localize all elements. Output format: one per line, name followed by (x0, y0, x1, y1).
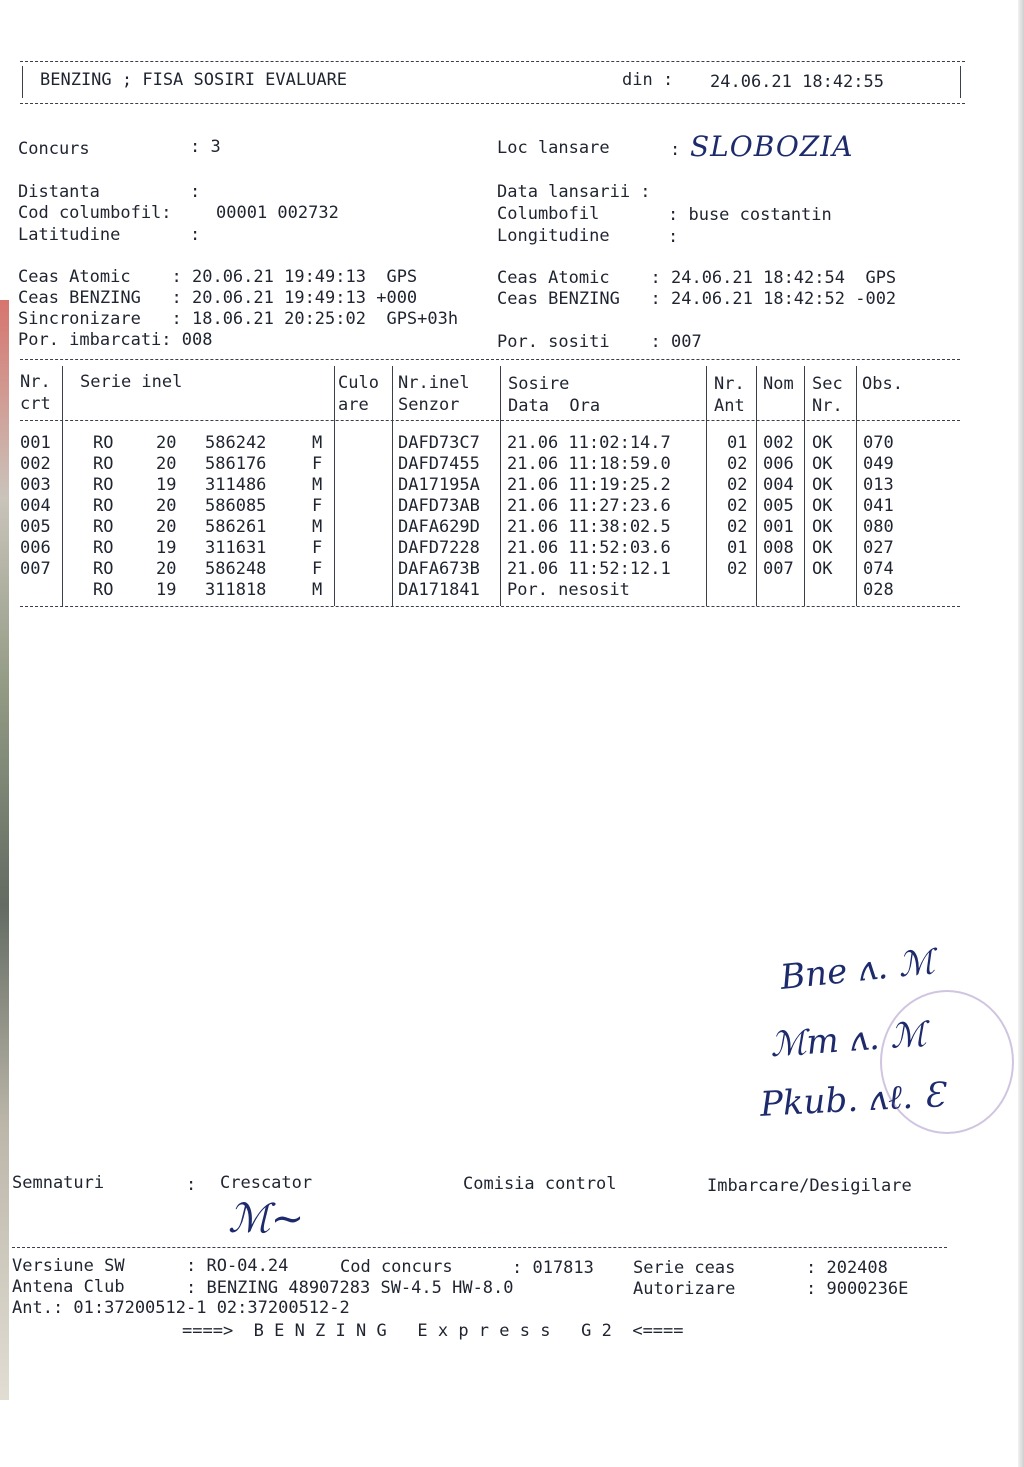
cell-nr: 006 (20, 538, 51, 558)
col-divider-sosire (706, 366, 707, 606)
ceas-benzing-end: Ceas BENZING : 24.06.21 18:42:52 -002 (497, 289, 897, 309)
cell-sex: F (312, 454, 323, 474)
cell-obs: 013 (863, 475, 894, 495)
concurs-label: Concurs (18, 139, 90, 159)
cell-arrival: 21.06 11:52:03.6 (507, 538, 671, 558)
cell-arrival: 21.06 11:27:23.6 (507, 496, 671, 516)
cell-year: 20 (156, 517, 177, 537)
header-sec-nr: Nr. (812, 396, 843, 416)
longitudine-value: : (668, 227, 679, 247)
header-nr: Nr. (20, 372, 51, 392)
cell-year: 19 (156, 538, 177, 558)
cell-country: RO (93, 433, 114, 453)
cell-arrival: 21.06 11:02:14.7 (507, 433, 671, 453)
header-ant: Ant (714, 396, 745, 416)
cod-concurs-value: : 017813 (512, 1258, 594, 1278)
cell-ant: 02 (727, 559, 748, 579)
cell-country: RO (93, 538, 114, 558)
distanta-label: Distanta (18, 182, 100, 202)
antena-serials: Ant.: 01:37200512-1 02:37200512-2 (12, 1298, 350, 1318)
header-nom: Nom (763, 374, 794, 394)
signature-1: Bne ʌ. ℳ (778, 942, 937, 998)
cell-arrival: Por. nesosit (507, 580, 630, 600)
cell-sensor: DAFD73AB (398, 496, 480, 516)
table-top-border (20, 359, 960, 360)
versiune-sw-value: : RO-04.24 (186, 1256, 289, 1276)
cell-arrival: 21.06 11:19:25.2 (507, 475, 671, 495)
cell-sec: OK (812, 433, 833, 453)
cell-year: 20 (156, 496, 177, 516)
porumbei-imbarcati: Por. imbarcati: 008 (18, 330, 213, 350)
cell-sensor: DA171841 (398, 580, 480, 600)
cell-sex: M (312, 433, 323, 453)
cell-arrival: 21.06 11:18:59.0 (507, 454, 671, 474)
cell-ring: 311818 (205, 580, 267, 600)
ceas-benzing-start: Ceas BENZING : 20.06.21 19:49:13 +000 (18, 288, 418, 308)
cell-year: 20 (156, 454, 177, 474)
porumbei-sositi: Por. sositi : 007 (497, 332, 702, 352)
report-title: BENZING ; FISA SOSIRI EVALUARE (40, 70, 348, 90)
distanta-value: : (190, 182, 201, 202)
signature-3: Pkub. ʌℓ. Ɛ (759, 1075, 946, 1125)
autorizare-label: Autorizare (633, 1279, 736, 1299)
cell-nom: 001 (763, 517, 794, 537)
footer-top-border (12, 1247, 947, 1248)
cell-year: 19 (156, 580, 177, 600)
loc-lansare-label: Loc lansare (497, 138, 610, 158)
crescator-signature: ℳ~ (228, 1196, 305, 1242)
header-senzor: Senzor (398, 395, 460, 415)
cell-nr: 004 (20, 496, 51, 516)
cell-obs: 028 (863, 580, 894, 600)
cell-sec: OK (812, 496, 833, 516)
cell-sensor: DAFD7455 (398, 454, 480, 474)
club-stamp (880, 990, 1014, 1134)
header-obs: Obs. (862, 374, 903, 394)
report-date-label: din : (622, 70, 674, 90)
semnaturi-colon: : (186, 1175, 197, 1195)
serie-ceas-value: : 202408 (806, 1258, 888, 1278)
versiune-sw-label: Versiune SW (12, 1256, 125, 1276)
cell-ant: 02 (727, 496, 748, 516)
cell-year: 20 (156, 433, 177, 453)
cell-nom: 002 (763, 433, 794, 453)
table-header-border (20, 420, 960, 421)
header-serie-inel: Serie inel (80, 372, 183, 392)
cell-country: RO (93, 454, 114, 474)
loc-lansare-colon: : (670, 140, 681, 160)
cell-sex: F (312, 496, 323, 516)
cell-ant: 01 (727, 433, 748, 453)
cell-country: RO (93, 559, 114, 579)
cell-ring: 311631 (205, 538, 267, 558)
ceas-atomic-end: Ceas Atomic : 24.06.21 18:42:54 GPS (497, 268, 897, 288)
col-divider-ant (756, 366, 757, 606)
imbarcare-desigilare-label: Imbarcare/Desigilare (707, 1176, 912, 1196)
cell-arrival: 21.06 11:38:02.5 (507, 517, 671, 537)
cell-arrival: 21.06 11:52:12.1 (507, 559, 671, 579)
cell-sec: OK (812, 559, 833, 579)
header-culoare-2: are (338, 395, 369, 415)
cell-ring: 586261 (205, 517, 267, 537)
header-sec: Sec (812, 374, 843, 394)
cell-sensor: DAFA629D (398, 517, 480, 537)
cod-columbofil-value: 00001 002732 (216, 203, 339, 223)
cell-nr: 001 (20, 433, 51, 453)
header-top-border (20, 61, 965, 62)
antena-club-value: : BENZING 48907283 SW-4.5 HW-8.0 (186, 1278, 514, 1298)
cell-nom: 005 (763, 496, 794, 516)
cell-obs: 027 (863, 538, 894, 558)
cell-sec: OK (812, 454, 833, 474)
cell-ant: 01 (727, 538, 748, 558)
cell-sex: F (312, 559, 323, 579)
scan-edge-right (1018, 0, 1024, 1467)
header-crt: crt (20, 394, 51, 414)
cell-nom: 006 (763, 454, 794, 474)
table-bottom-border (20, 606, 960, 607)
cell-sec: OK (812, 517, 833, 537)
serie-ceas-label: Serie ceas (633, 1258, 736, 1278)
cell-country: RO (93, 517, 114, 537)
col-divider-sec (856, 366, 857, 606)
cell-nom: 007 (763, 559, 794, 579)
crescator-label: Crescator (220, 1173, 313, 1193)
data-lansarii-label: Data lansarii : (497, 182, 651, 202)
cell-country: RO (93, 475, 114, 495)
cell-sec: OK (812, 475, 833, 495)
latitudine-value: : (190, 225, 201, 245)
col-divider-senzor (500, 366, 501, 606)
header-right-border (960, 66, 961, 98)
cell-ring: 586248 (205, 559, 267, 579)
ceas-atomic-start: Ceas Atomic : 20.06.21 19:49:13 GPS (18, 267, 418, 287)
cell-obs: 080 (863, 517, 894, 537)
cell-ant: 02 (727, 454, 748, 474)
cell-country: RO (93, 496, 114, 516)
cell-ant: 02 (727, 475, 748, 495)
concurs-value: : 3 (190, 137, 221, 157)
cell-sensor: DAFA673B (398, 559, 480, 579)
antena-club-label: Antena Club (12, 1277, 125, 1297)
header-left-border (22, 66, 23, 98)
col-divider-nr (62, 366, 63, 606)
cell-year: 19 (156, 475, 177, 495)
cell-nom: 008 (763, 538, 794, 558)
longitudine-label: Longitudine (497, 226, 610, 246)
cell-ring: 586242 (205, 433, 267, 453)
scan-edge-left (0, 300, 9, 1400)
cell-nr: 003 (20, 475, 51, 495)
header-bottom-border (20, 103, 965, 104)
cell-sensor: DAFD73C7 (398, 433, 480, 453)
header-nr-inel: Nr.inel (398, 373, 470, 393)
cell-year: 20 (156, 559, 177, 579)
cell-sex: M (312, 517, 323, 537)
cod-concurs-label: Cod concurs (340, 1257, 453, 1277)
cell-sex: F (312, 538, 323, 558)
cell-ring: 586176 (205, 454, 267, 474)
cell-ring: 586085 (205, 496, 267, 516)
cell-ant: 02 (727, 517, 748, 537)
cell-sex: M (312, 580, 323, 600)
cell-nr: 005 (20, 517, 51, 537)
cell-obs: 074 (863, 559, 894, 579)
header-sosire: Sosire (508, 374, 570, 394)
cell-sensor: DAFD7228 (398, 538, 480, 558)
col-divider-serie (334, 366, 335, 606)
header-data-ora: Data Ora (508, 396, 601, 416)
cell-nr: 002 (20, 454, 51, 474)
columbofil-value: : buse costantin (668, 205, 832, 225)
autorizare-value: : 9000236E (806, 1279, 909, 1299)
cell-sec: OK (812, 538, 833, 558)
latitudine-label: Latitudine (18, 225, 121, 245)
loc-lansare-handwritten: SLOBOZIA (690, 130, 854, 163)
comisia-control-label: Comisia control (463, 1174, 617, 1194)
cell-sensor: DA17195A (398, 475, 480, 495)
cell-obs: 049 (863, 454, 894, 474)
col-divider-culoare (392, 366, 393, 606)
cell-nom: 004 (763, 475, 794, 495)
cell-sex: M (312, 475, 323, 495)
cod-columbofil-label: Cod columbofil: (18, 203, 172, 223)
col-divider-nom (804, 366, 805, 606)
signature-2: ℳm ʌ. ℳ (768, 1014, 928, 1066)
sincronizare-line: Sincronizare : 18.06.21 20:25:02 GPS+03h (18, 309, 459, 329)
header-culoare-1: Culo (338, 373, 379, 393)
header-nr-ant: Nr. (714, 374, 745, 394)
benzing-express-banner: ====> B E N Z I N G E x p r e s s G 2 <==== (182, 1321, 684, 1341)
columbofil-label: Columbofil (497, 204, 600, 224)
cell-nr: 007 (20, 559, 51, 579)
cell-obs: 041 (863, 496, 894, 516)
cell-ring: 311486 (205, 475, 267, 495)
cell-obs: 070 (863, 433, 894, 453)
cell-country: RO (93, 580, 114, 600)
report-date-value: 24.06.21 18:42:55 (710, 72, 884, 92)
semnaturi-label: Semnaturi (12, 1173, 105, 1193)
